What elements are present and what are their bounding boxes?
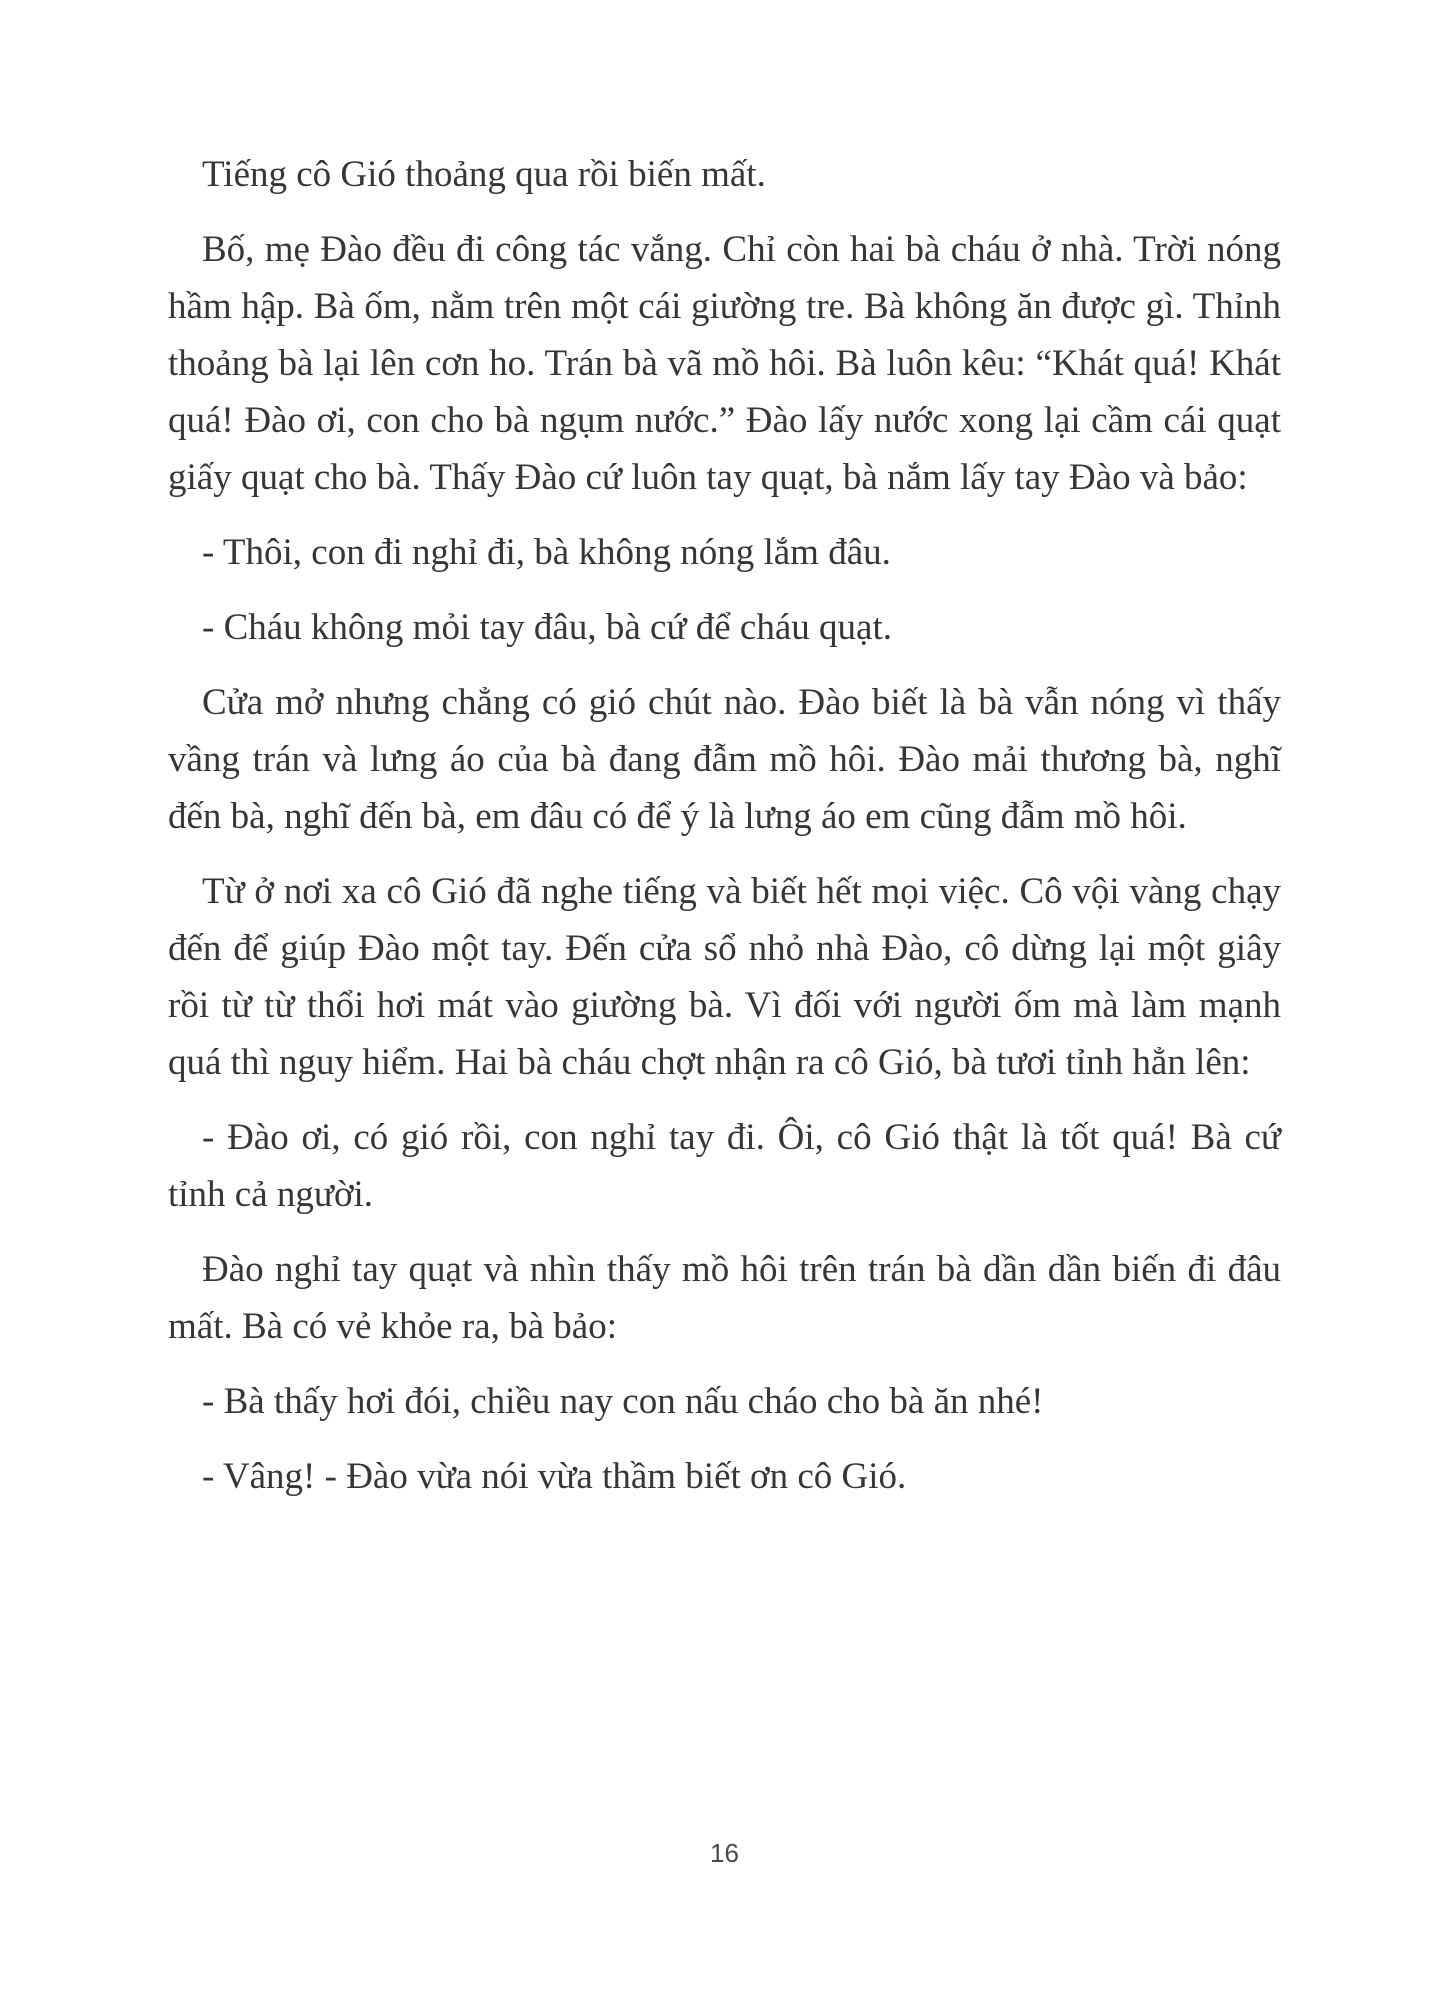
dialogue-paragraph: - Cháu không mỏi tay đâu, bà cứ để cháu quạt. bbox=[202, 607, 892, 648]
story-text-block bbox=[168, 146, 1281, 1505]
body-paragraph: Bố, mẹ Đào đều đi công tác vắng. Chỉ còn hai bà cháu ở nhà. Trời nóng hầm hập. Bà ốm, nằm trên một cái giường tre. Bà không ăn được gì. Thỉnh thoảng bà lại lên cơn ho. Trán bà vã mồ hôi. Bà luôn kêu: “Khát quá! Khát quá! Đào ơi, con cho bà ngụm nước.” Đào lấy nước xong lại cầm cái quạt giấy quạt cho bà. Thấy Đào cứ luôn tay quạt, bà nắm lấy tay Đào và bảo: bbox=[168, 229, 1281, 498]
body-paragraph: Đào nghỉ tay quạt và nhìn thấy mồ hôi trên trán bà dần dần biến đi đâu mất. Bà có vẻ khỏe ra, bà bảo: bbox=[168, 1249, 1281, 1347]
dialogue-paragraph: - Bà thấy hơi đói, chiều nay con nấu cháo cho bà ăn nhé! bbox=[202, 1381, 1044, 1422]
dialogue-paragraph: - Đào ơi, có gió rồi, con nghỉ tay đi. Ôi, cô Gió thật là tốt quá! Bà cứ tỉnh cả người. bbox=[168, 1117, 1281, 1215]
body-paragraph: Tiếng cô Gió thoảng qua rồi biến mất. bbox=[202, 154, 766, 195]
dialogue-paragraph: - Vâng! - Đào vừa nói vừa thầm biết ơn cô Gió. bbox=[202, 1456, 907, 1497]
body-paragraph: Cửa mở nhưng chẳng có gió chút nào. Đào biết là bà vẫn nóng vì thấy vầng trán và lưng áo của bà đang đẫm mồ hôi. Đào mải thương bà, nghĩ đến bà, nghĩ đến bà, em đâu có để ý là lưng áo em cũng đẫm mồ hôi. bbox=[168, 682, 1281, 837]
body-paragraph: Từ ở nơi xa cô Gió đã nghe tiếng và biết hết mọi việc. Cô vội vàng chạy đến để giúp Đào một tay. Đến cửa sổ nhỏ nhà Đào, cô dừng lại một giây rồi từ từ thổi hơi mát vào giường bà. Vì đối với người ốm mà làm mạnh quá thì nguy hiểm. Hai bà cháu chợt nhận ra cô Gió, bà tươi tỉnh hẳn lên: bbox=[168, 871, 1281, 1083]
page-number: 16 bbox=[710, 1838, 739, 1868]
dialogue-paragraph: - Thôi, con đi nghỉ đi, bà không nóng lắm đâu. bbox=[202, 532, 891, 573]
